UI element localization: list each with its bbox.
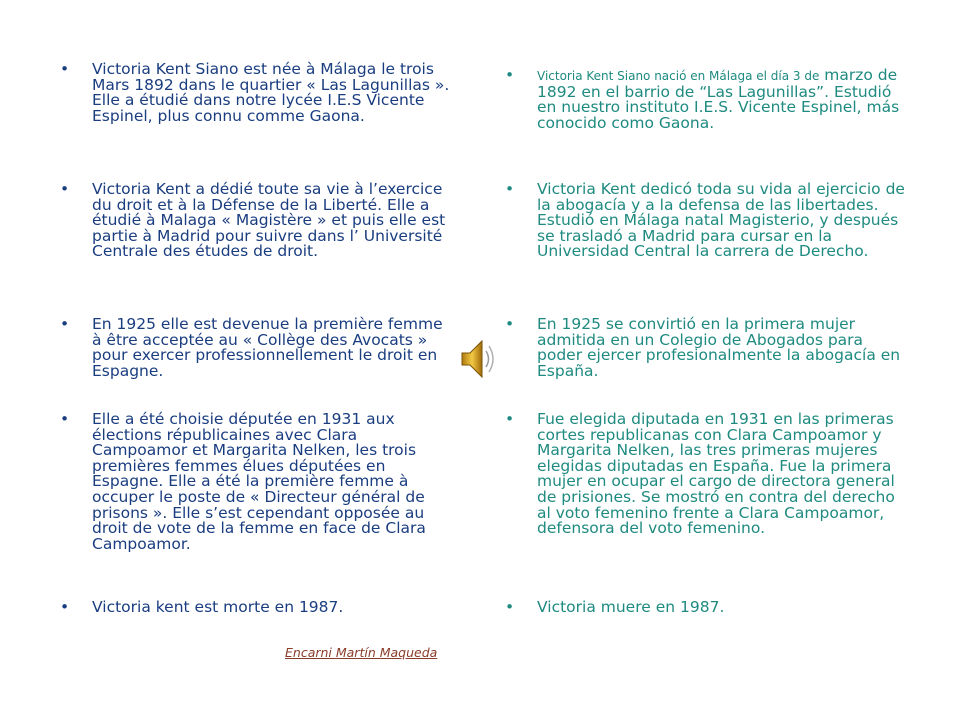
french-item-death: • Victoria kent est morte en 1987.: [60, 600, 455, 616]
french-item-lawyer: • En 1925 elle est devenue la première femme à être acceptée au « Collège des Avocats » pour exercer professionnellement le droit en Espagne.: [60, 317, 455, 379]
speaker-icon[interactable]: [458, 335, 498, 383]
french-item-birth: • Victoria Kent Siano est née à Málaga le trois Mars 1892 dans le quartier « Las Lagunillas ». Elle a étudié dans notre lycée I.E.S Vicente Espinel, plus connu comme Gaona.: [60, 62, 455, 124]
spanish-item-birth-small: Victoria Kent Siano nació en Málaga el día 3 de: [537, 69, 820, 83]
spanish-item-birth-rest: marzo de 1892 en el barrio de “Las Lagunillas”. Estudió en nuestro instituto I.E.S. Vicente Espinel, más conocido como Gaona.: [537, 66, 900, 132]
spanish-item-career: • Victoria Kent dedicó toda su vida al ejercicio de la abogacía y a la defensa de las libertades. Estudió en Málaga natal Magisterio, y después se trasladó a Madrid para cursar en la Universidad Central la carrera de Derecho.: [505, 182, 905, 260]
author-signature: Encarni Martín Maqueda: [285, 645, 438, 660]
french-item-deputy: • Elle a été choisie députée en 1931 aux élections républicaines avec Clara Campoamor et Margarita Nelken, les trois premières femmes élues députées en Espagne. Elle a été la première femme à occuper le poste de « Directeur général de prisons ». Elle s’est cependant opposée au droit de vote de la femme en face de Clara Campoamor.: [60, 412, 455, 552]
spanish-item-birth: [505, 68, 905, 131]
spanish-item-death: • Victoria muere en 1987.: [505, 600, 905, 616]
spanish-item-lawyer: • En 1925 se convirtió en la primera mujer admitida en un Colegio de Abogados para poder ejercer profesionalmente la abogacía en España.: [505, 317, 905, 379]
french-item-career: • Victoria Kent a dédié toute sa vie à l’exercice du droit et à la Défense de la Liberté. Elle a étudié à Malaga « Magistère » et puis elle est partie à Madrid pour suivre dans l’ Université Centrale des études de droit.: [60, 182, 455, 260]
spanish-item-deputy: • Fue elegida diputada en 1931 en las primeras cortes republicanas con Clara Campoamor y Margarita Nelken, las tres primeras mujeres elegidas diputadas en España. Fue la primera mujer en ocupar el cargo de directora general de prisiones. Se mostró en contra del derecho al voto femenino frente a Clara Campoamor, defensora del voto femenino.: [505, 412, 905, 537]
